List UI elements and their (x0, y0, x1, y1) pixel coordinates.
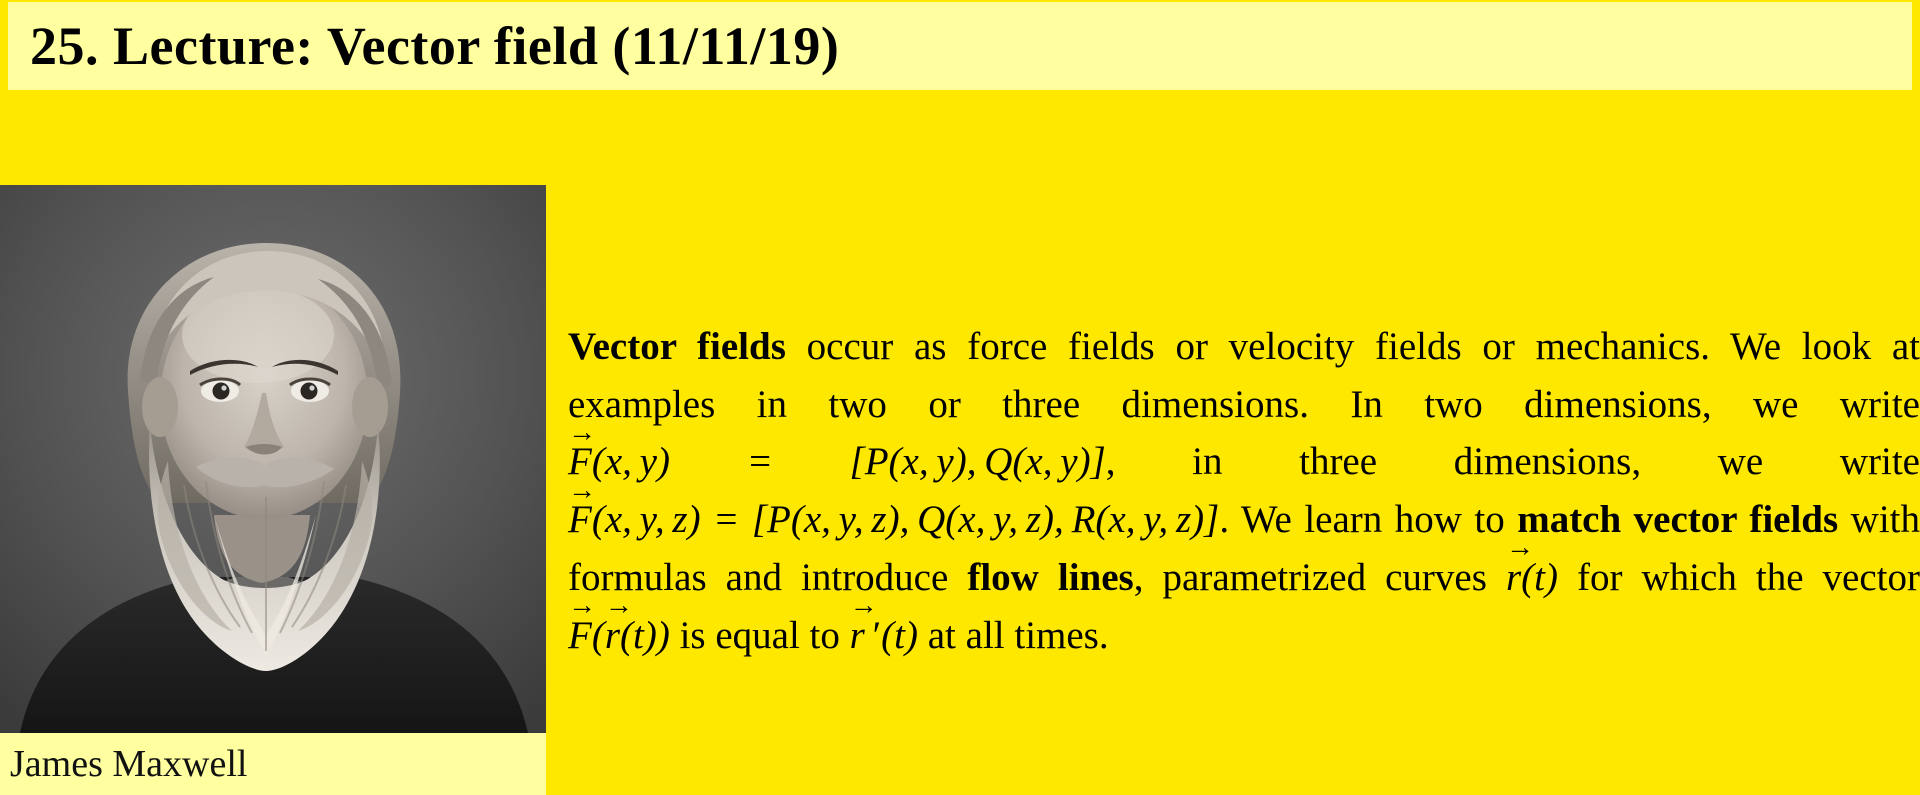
james-maxwell-portrait (0, 185, 546, 733)
formula-vector-field-3d: → F(x, y, z) = [P(x, y, z), Q(x, y, z), R(x, y, z)] (568, 474, 1220, 542)
body-lead-bold: Vector fields (568, 325, 786, 368)
page-title: 25. Lecture: Vector field (11/11/19) (30, 16, 840, 76)
portrait-block (0, 185, 546, 795)
formula-vector-field-2d: → F(x, y) = [P(x, y), Q(x, y)] (568, 416, 1106, 484)
portrait-caption: James Maxwell (0, 733, 546, 795)
body-bold-flow-lines: flow lines (967, 555, 1134, 599)
body-part-6: for which the vector (1557, 555, 1920, 599)
formula-curve-r-t: → r(t) (1505, 532, 1558, 599)
slide-title-bar (8, 2, 1912, 90)
body-part-5: , parametrized curves (1133, 555, 1506, 599)
body-part-1: occur as force fields or velocity fields or mechanics. We look at examples in two or three dimensions. In two dimensions, we write (568, 325, 1920, 426)
body-part-2: , in three dimensions, we write (1105, 440, 1920, 484)
body-bold-match-vector-fields: match vector fields (1517, 498, 1839, 542)
portrait-image (0, 185, 546, 733)
formula-f-of-r-t: → F( → r(t)) (568, 590, 670, 657)
body-part-3: . We learn how to (1219, 498, 1518, 542)
body-part-4: with formulas and introduce (568, 498, 1920, 599)
body-part-8: at all times. (917, 613, 1109, 657)
body-part-7: is equal to (669, 613, 850, 657)
formula-r-prime-t: → r ′(t) (849, 590, 918, 657)
slide-body-text (568, 318, 1920, 664)
